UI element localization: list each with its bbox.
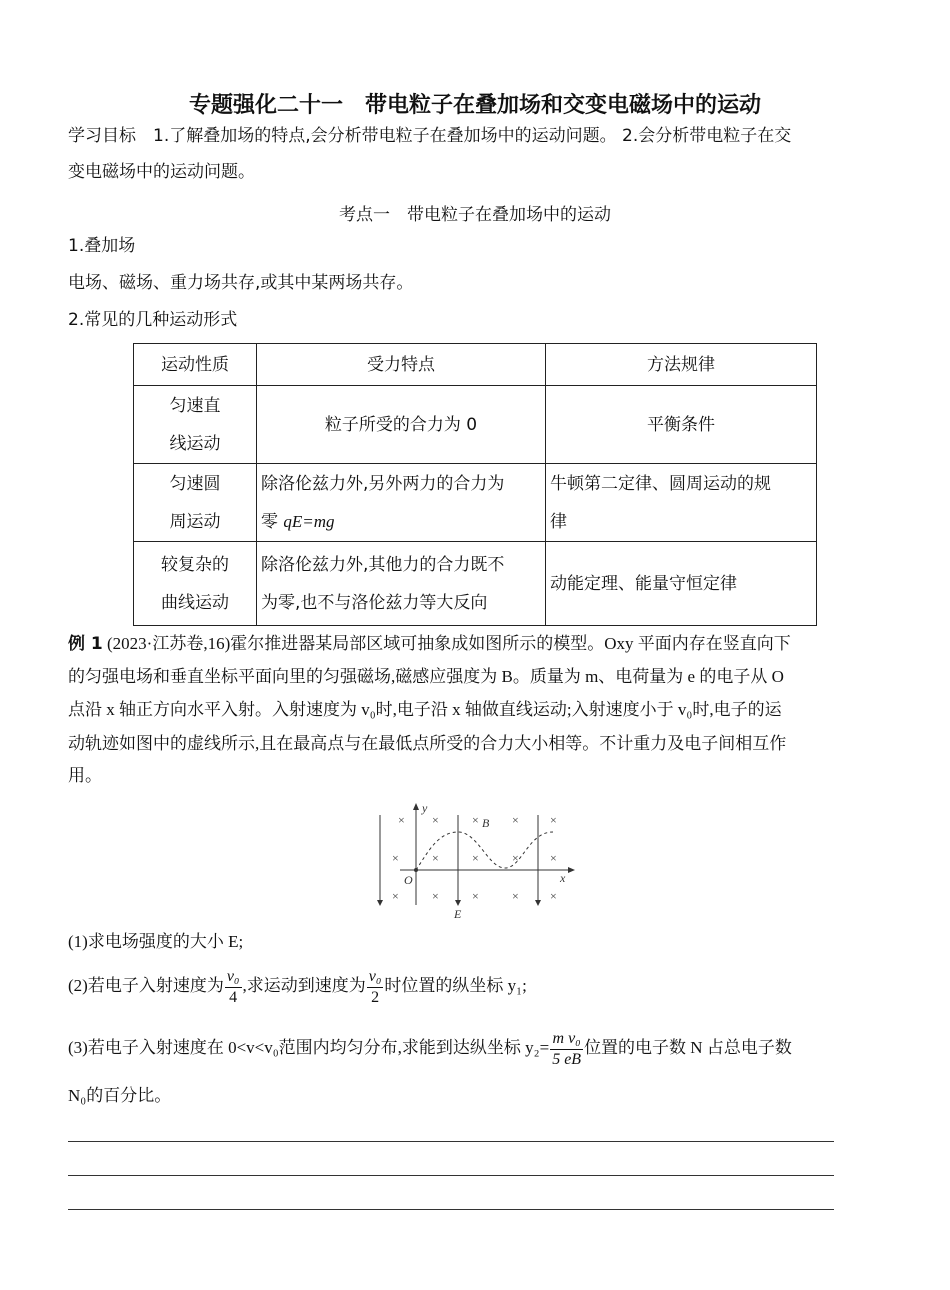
learning-goals-line1: 学习目标 1.了解叠加场的特点,会分析带电粒子在叠加场中的运动问题。 2.会分析带电粒子在交: [68, 126, 792, 146]
question-text: 位置的电子数 N 占总电子数: [584, 1038, 792, 1057]
cell-line: 匀速圆: [169, 473, 221, 494]
cell-line: 曲线运动: [161, 592, 229, 613]
question-text: (2)若电子入射速度为: [68, 976, 224, 995]
fraction-denominator: 2: [371, 988, 380, 1006]
fraction: [225, 967, 242, 1008]
example-line: 用。: [68, 766, 102, 785]
page-title: 专题强化二十一 带电粒子在叠加场和交变电磁场中的运动: [188, 93, 761, 118]
cross-mark: ×: [512, 813, 519, 827]
table-row: [134, 464, 817, 542]
cell-line: 周运动: [169, 511, 221, 532]
cross-mark: ×: [550, 851, 557, 865]
e-label: E: [454, 907, 462, 921]
cell-line: 为零,也不与洛伦兹力等大反向: [261, 592, 488, 613]
cell-text: 零: [261, 511, 284, 532]
table-row: [134, 386, 817, 464]
answer-line: [68, 1209, 834, 1210]
x-axis-label: x: [560, 871, 566, 885]
cell-line: 线运动: [169, 433, 221, 454]
cross-mark: ×: [512, 889, 519, 903]
table-cell: [257, 464, 546, 542]
cross-mark: ×: [472, 889, 479, 903]
origin-dot: [414, 868, 418, 872]
table-header: 受力特点: [257, 344, 546, 386]
example-line: 点沿 x 轴正方向水平入射。入射速度为 v₀时,电子沿 x 轴做直线运动;入射速度小于 v₀时,电子的运: [68, 700, 782, 719]
motion-table: [133, 343, 817, 626]
cell-line: 较复杂的: [161, 554, 229, 575]
formula: qE=mg: [283, 511, 335, 531]
fraction: [550, 1029, 583, 1070]
example-label: 例 1: [68, 634, 103, 654]
cross-mark: ×: [550, 889, 557, 903]
table-header-row: [134, 344, 817, 386]
item1-text: 电场、磁场、重力场共存,或其中某两场共存。: [68, 273, 414, 293]
table-cell: [134, 542, 257, 626]
example-text: (2023·江苏卷,16)霍尔推进器某局部区域可抽象成如图所示的模型。Oxy 平面内存在竖直向下: [102, 634, 791, 653]
cross-mark: ×: [550, 813, 557, 827]
example-line: 的匀强电场和垂直坐标平面向里的匀强磁场,磁感应强度为 B。质量为 m、电荷量为 e 的电子从 O: [68, 667, 784, 686]
cross-mark: ×: [432, 889, 439, 903]
cross-mark: ×: [472, 813, 479, 827]
cell-line: 律: [550, 511, 567, 532]
arrow-head: [455, 900, 461, 906]
fraction-denominator: 5 eB: [552, 1050, 582, 1068]
fraction-denominator: 4: [229, 988, 238, 1006]
cell-line: 除洛伦兹力外,另外两力的合力为: [261, 473, 505, 494]
table-cell: [546, 464, 817, 542]
cross-mark: ×: [432, 851, 439, 865]
question-text: ,求运动到速度为: [242, 976, 366, 995]
answer-line: [68, 1175, 834, 1176]
table-cell: 动能定理、能量守恒定律: [546, 542, 817, 626]
cross-mark: ×: [432, 813, 439, 827]
cross-mark: ×: [392, 889, 399, 903]
table-cell: [134, 464, 257, 542]
origin-label: O: [404, 873, 413, 887]
fraction-numerator: v₀: [367, 967, 384, 988]
fraction: [367, 967, 384, 1008]
item1-heading: 1.叠加场: [68, 236, 136, 256]
learning-goals-line2: 变电磁场中的运动问题。: [68, 162, 255, 182]
answer-line: [68, 1141, 834, 1142]
question-text: (3)若电子入射速度在 0<v<v₀范围内均匀分布,求能到达纵坐标 y₂=: [68, 1038, 550, 1057]
cross-mark: ×: [392, 851, 399, 865]
question-3-continued: N₀的百分比。: [68, 1086, 172, 1105]
cross-mark: ×: [512, 851, 519, 865]
question-text: 时位置的纵坐标 y₁;: [384, 976, 527, 995]
arrow-head: [377, 900, 383, 906]
fraction-numerator: v₀: [225, 967, 242, 988]
y-axis-label: y: [422, 801, 428, 815]
example-line: [68, 626, 883, 662]
example-line: 动轨迹如图中的虚线所示,且在最高点与在最低点所受的合力大小相等。不计重力及电子间相互作: [68, 734, 787, 753]
field-diagram: [370, 800, 580, 925]
b-label: B: [482, 816, 490, 830]
x-axis-arrow: [568, 867, 575, 873]
cross-mark: ×: [398, 813, 405, 827]
table-cell: [257, 542, 546, 626]
table-row: [134, 542, 817, 626]
y-axis-arrow: [413, 803, 419, 810]
question-2: [68, 962, 883, 1010]
table-header: 运动性质: [134, 344, 257, 386]
question-3: [68, 1024, 883, 1072]
cell-line: 匀速直: [169, 395, 221, 416]
table-cell: [134, 386, 257, 464]
table-header: 方法规律: [546, 344, 817, 386]
table-cell: 平衡条件: [546, 386, 817, 464]
cell-line: [261, 503, 541, 541]
cell-line: 除洛伦兹力外,其他力的合力既不: [261, 554, 505, 575]
table-cell: 粒子所受的合力为 0: [257, 386, 546, 464]
cell-line: 牛顿第二定律、圆周运动的规: [550, 473, 771, 494]
question-1: (1)求电场强度的大小 E;: [68, 932, 244, 951]
section-heading: 考点一 带电粒子在叠加场中的运动: [339, 205, 611, 225]
cross-mark: ×: [472, 851, 479, 865]
fraction-numerator: m v₀: [550, 1029, 583, 1050]
arrow-head: [535, 900, 541, 906]
item2-heading: 2.常见的几种运动形式: [68, 310, 238, 330]
